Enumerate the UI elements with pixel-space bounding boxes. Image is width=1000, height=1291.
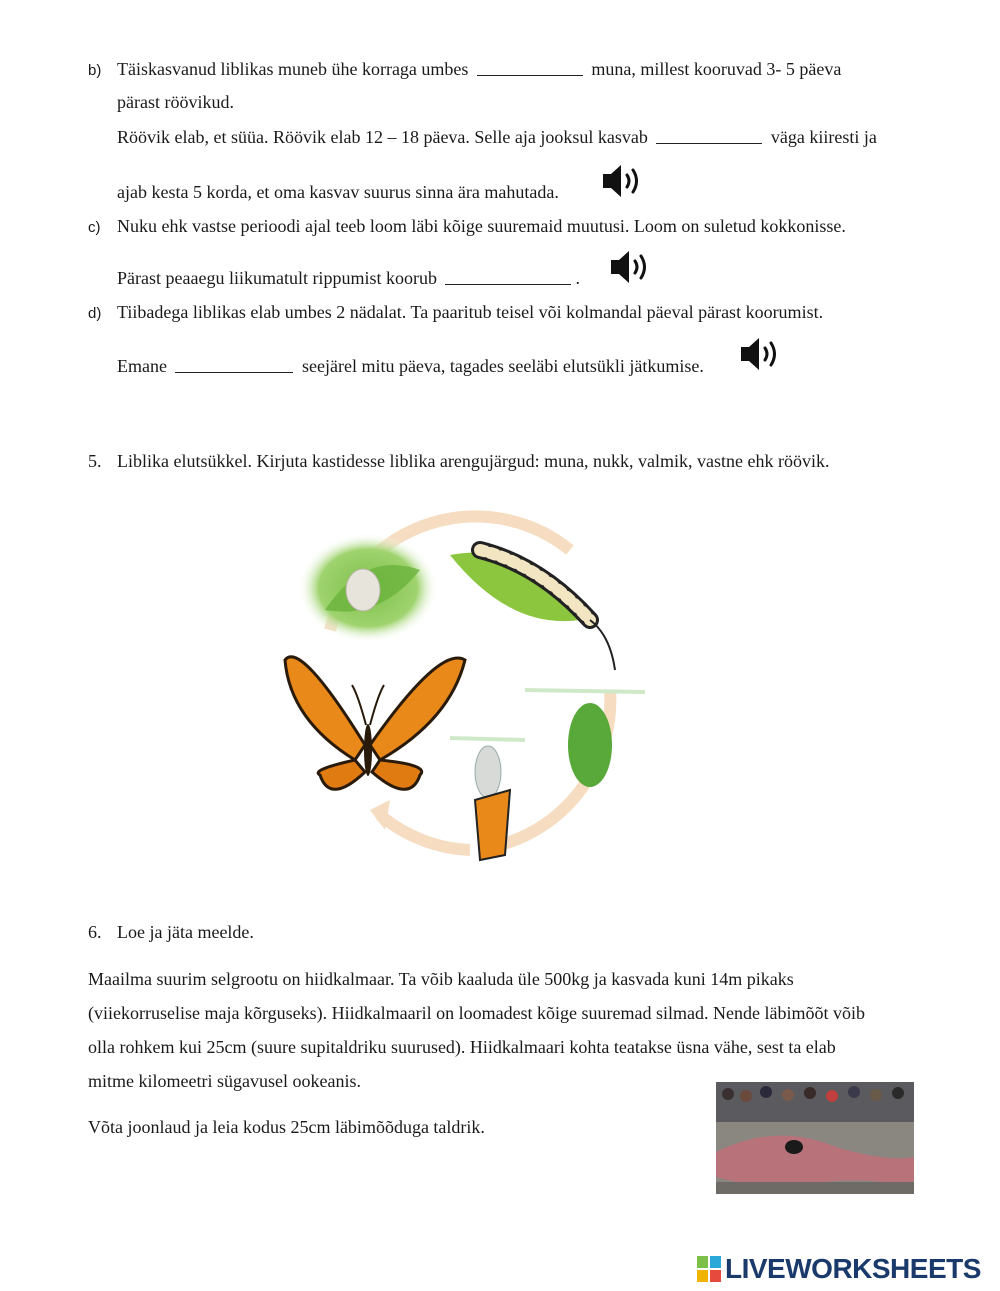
c-line-2 bbox=[117, 268, 580, 289]
blank-b-1[interactable] bbox=[477, 59, 583, 76]
logo-text: LIVEWORKSHEETS bbox=[725, 1253, 981, 1284]
blank-d-1-input[interactable] bbox=[175, 359, 293, 377]
section-6-paragraph-line-4: mitme kilomeetri sügavusel ookeanis. bbox=[88, 1071, 361, 1091]
d-line-2-post: seejärel mitu päeva, tagades seeläbi elutsükli jätkumise. bbox=[301, 356, 704, 376]
d-line-1: Tiibadega liblikas elab umbes 2 nädalat. Ta paaritub teisel või kolmandal päeval pärast koorumist. bbox=[117, 302, 824, 322]
speaker-icon[interactable] bbox=[739, 335, 783, 373]
blank-b-2[interactable] bbox=[656, 127, 762, 144]
b-line-3-post: väga kiiresti ja bbox=[770, 127, 877, 147]
c-line-1: Nuku ehk vastse perioodi ajal teeb loom läbi kõige suuremaid muutusi. Loom on suletud kokkonisse. bbox=[117, 216, 846, 236]
liveworksheets-logo bbox=[697, 1252, 981, 1286]
section-6-paragraph-line-1: Maailma suurim selgrootu on hiidkalmaar. Ta võib kaaluda üle 500kg ja kasvada kuni 14m pikaks bbox=[88, 969, 794, 989]
giant-squid-photo bbox=[716, 1082, 914, 1194]
speaker-icon[interactable] bbox=[609, 248, 653, 286]
section-6-task: Võta joonlaud ja leia kodus 25cm läbimõõduga taldrik. bbox=[88, 1117, 485, 1137]
empty-chrysalis bbox=[475, 746, 501, 798]
c-line-2-pre: Pärast peaaegu liikumatult rippumist koorub bbox=[117, 268, 437, 288]
blank-d-1[interactable] bbox=[175, 356, 293, 373]
item-marker-d: d) bbox=[88, 305, 102, 322]
green-chrysalis bbox=[568, 703, 612, 787]
blank-c-1[interactable] bbox=[445, 268, 571, 285]
b-line-3 bbox=[117, 127, 877, 148]
b-line-3-pre: Röövik elab, et süüa. Röövik elab 12 – 18 päeva. Selle aja jooksul kasvab bbox=[117, 127, 648, 147]
b-line-2: pärast röövikud. bbox=[117, 92, 234, 112]
b-line-1 bbox=[117, 59, 841, 80]
blank-b-1-input[interactable] bbox=[477, 62, 583, 80]
section-5-instruction: Liblika elutsükkel. Kirjuta kastidesse liblika arengujärgud: muna, nukk, valmik, vastne ehk röövik. bbox=[117, 451, 830, 471]
adult-butterfly bbox=[285, 657, 465, 789]
cycle-arrow bbox=[380, 815, 470, 850]
section-6-paragraph-line-2: (viiekorruselise maja kõrguseks). Hiidkalmaaril on loomadest kõige suuremad silmad. Nende läbimõõt võib bbox=[88, 1003, 865, 1023]
squid-eye bbox=[785, 1140, 803, 1154]
emerging-butterfly bbox=[475, 790, 510, 860]
d-line-2-pre: Emane bbox=[117, 356, 167, 376]
item-marker-c: c) bbox=[88, 219, 101, 236]
egg-shape bbox=[346, 569, 380, 611]
b-line-4: ajab kesta 5 korda, et oma kasvav suurus sinna ära mahutada. bbox=[117, 182, 559, 202]
butterfly-life-cycle-illustration bbox=[270, 510, 670, 880]
section-5-number: 5. bbox=[88, 451, 102, 471]
blank-b-2-input[interactable] bbox=[656, 130, 762, 148]
live-badge-icon bbox=[697, 1256, 721, 1282]
blank-c-1-input[interactable] bbox=[445, 271, 571, 289]
d-line-2 bbox=[117, 356, 704, 377]
section-6-heading: Loe ja jäta meelde. bbox=[117, 922, 254, 942]
b-line-1-post: muna, millest kooruvad 3- 5 päeva bbox=[591, 59, 842, 79]
b-line-1-pre: Täiskasvanud liblikas muneb ühe korraga umbes bbox=[117, 59, 469, 79]
c-line-2-post: . bbox=[575, 268, 580, 288]
item-marker-b: b) bbox=[88, 62, 102, 79]
section-6-paragraph-line-3: olla rohkem kui 25cm (suure supitaldriku suurused). Hiidkalmaari kohta teatakse üsna vähe, sest ta elab bbox=[88, 1037, 836, 1057]
section-6-number: 6. bbox=[88, 922, 102, 942]
speaker-icon[interactable] bbox=[601, 162, 645, 200]
